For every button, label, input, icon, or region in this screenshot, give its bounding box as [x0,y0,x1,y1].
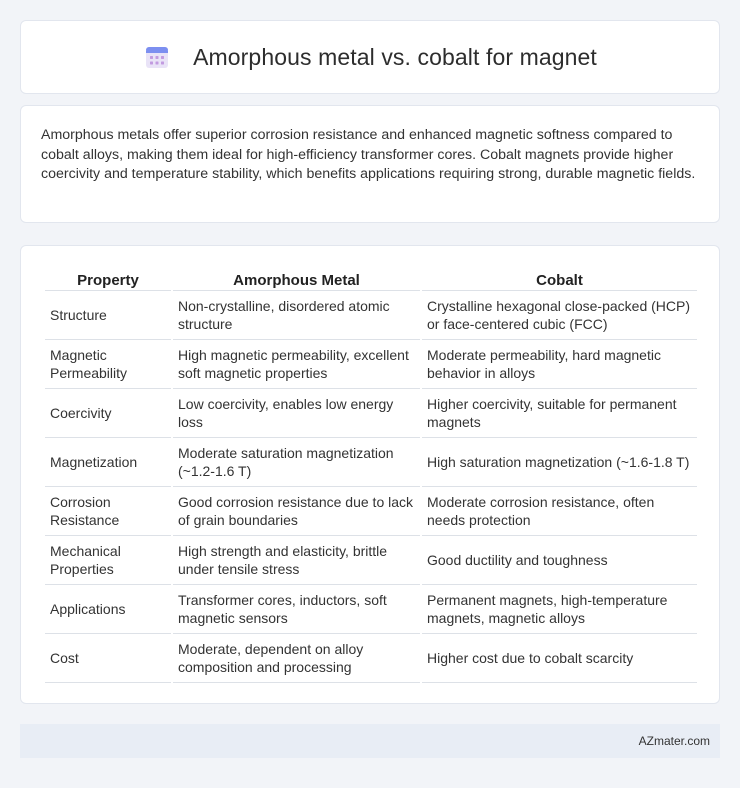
cobalt-cell: High saturation magnetization (~1.6-1.8 T) [422,438,697,487]
property-cell: Coercivity [45,389,171,438]
cobalt-cell: Crystalline hexagonal close-packed (HCP) or face-centered cubic (FCC) [422,291,697,340]
cobalt-cell: Moderate permeability, hard magnetic behavior in alloys [422,340,697,389]
comparison-table [43,266,699,683]
amorphous-cell: Good corrosion resistance due to lack of grain boundaries [173,487,420,536]
footer-site-link[interactable]: AZmater.com [638,734,710,748]
amorphous-cell: High strength and elasticity, brittle under tensile stress [173,536,420,585]
amorphous-cell: Moderate, dependent on alloy composition and processing [173,634,420,683]
table-header-row [45,266,697,291]
amorphous-cell: Non-crystalline, disordered atomic structure [173,291,420,340]
property-cell: Applications [45,585,171,634]
property-cell: Magnetization [45,438,171,487]
property-cell: Magnetic Permeability [45,340,171,389]
table-row [45,340,697,389]
title-card [20,20,720,94]
amorphous-cell: High magnetic permeability, excellent soft magnetic properties [173,340,420,389]
table-row [45,291,697,340]
table-row [45,389,697,438]
page-title: Amorphous metal vs. cobalt for magnet [193,43,597,70]
table-row [45,634,697,683]
amorphous-cell: Transformer cores, inductors, soft magnetic sensors [173,585,420,634]
footer [20,724,720,758]
table-row [45,438,697,487]
amorphous-cell: Moderate saturation magnetization (~1.2-1.6 T) [173,438,420,487]
cobalt-cell: Good ductility and toughness [422,536,697,585]
table-row [45,585,697,634]
intro-text: Amorphous metals offer superior corrosion resistance and enhanced magnetic softness compared to cobalt alloys, making them ideal for high-efficiency transformer cores. Cobalt magnets provide higher coercivity and temperature stability, which benefits applications requiring strong, durable magnetic fields. [41,127,696,182]
table-row [45,536,697,585]
column-header-cobalt: Cobalt [422,266,697,291]
property-cell: Corrosion Resistance [45,487,171,536]
comparison-table-card [20,245,720,704]
intro-card [20,105,720,223]
amorphous-cell: Low coercivity, enables low energy loss [173,389,420,438]
table-row [45,487,697,536]
column-header-property: Property [45,266,171,291]
calendar-grid-icon [143,43,171,71]
property-cell: Mechanical Properties [45,536,171,585]
column-header-amorphous-metal: Amorphous Metal [173,266,420,291]
cobalt-cell: Moderate corrosion resistance, often needs protection [422,487,697,536]
cobalt-cell: Higher coercivity, suitable for permanent magnets [422,389,697,438]
property-cell: Structure [45,291,171,340]
cobalt-cell: Higher cost due to cobalt scarcity [422,634,697,683]
property-cell: Cost [45,634,171,683]
cobalt-cell: Permanent magnets, high-temperature magnets, magnetic alloys [422,585,697,634]
